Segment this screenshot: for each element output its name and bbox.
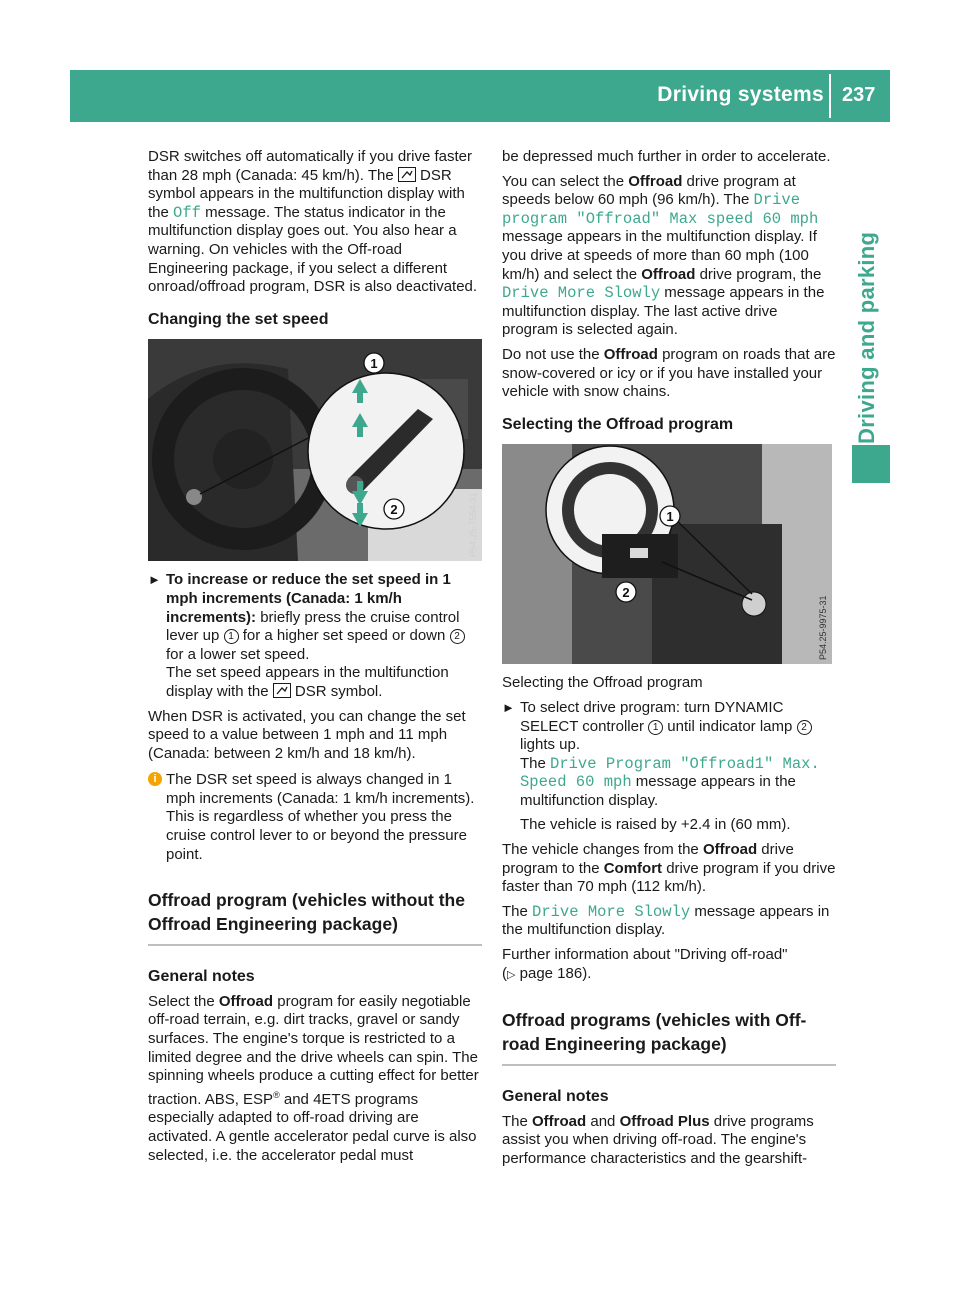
heading-changing-set-speed: Changing the set speed (148, 310, 329, 328)
fig1-code: P54.25-7554-31 (468, 492, 478, 558)
text: Further information about "Driving off-road" (502, 946, 788, 964)
dynamic-select-photo (502, 444, 832, 664)
section-heading-offroad: Offroad program (vehicles without the Offroad Engineering package) (148, 888, 482, 946)
side-tab-title: Driving and parking (854, 231, 879, 444)
text: and 4ETS programs especially adapted to off-road driving are activated. A gentle accelerator pedal curve is also selected, i.e. the accelerator pedal must (148, 1090, 477, 1164)
offroad-bold: Offroad (532, 1112, 587, 1130)
raised-text: The vehicle is raised by +2.4 in (60 mm). (520, 816, 791, 834)
general-notes-paragraph (502, 1113, 836, 1169)
text: The (502, 1112, 533, 1130)
text: DSR switches off automatically if you drive faster than 28 mph (Canada: 45 km/h). The (148, 148, 473, 184)
text: for a lower set speed. (166, 645, 310, 663)
text: and (586, 1112, 620, 1130)
header-separator (829, 74, 831, 118)
text: The set speed appears in the multifunction display with the (166, 664, 449, 700)
callout-2-icon: 2 (450, 629, 465, 644)
text: Select the (148, 992, 219, 1010)
dsr-symbol-icon (273, 683, 291, 698)
text: The (520, 754, 551, 772)
note-text: The DSR set speed is always changed in 1 mph increments (Canada: 1 km/h increments). This is regardless of whether you press the cruise control lever to or beyond the pressure point. (166, 771, 475, 863)
figure-cruise-lever (148, 339, 482, 561)
text: DSR symbol appears in the multifunction display with the (148, 166, 465, 221)
further-info-paragraph (502, 946, 836, 984)
display-message: Drive program "Offroad" Max speed 60 mph (502, 191, 819, 228)
dsr-paragraph (148, 148, 482, 297)
text: The vehicle changes from the (502, 841, 703, 859)
text: Do not use the (502, 345, 604, 363)
text: lights up. (520, 736, 581, 754)
fig1-callout-1: 1 (370, 356, 378, 372)
cruise-lever-photo (148, 339, 482, 561)
info-icon: i (148, 772, 162, 786)
page-ref-arrow-icon: ▷ (507, 968, 516, 981)
side-tab-marker (852, 445, 890, 483)
text: The (502, 902, 533, 920)
text: until indicator lamp (663, 717, 797, 735)
offroad-bold: Offroad (218, 992, 274, 1010)
text: briefly press the cruise control lever up (166, 608, 460, 645)
fig2-callout-1: 1 (666, 509, 674, 525)
info-note (148, 771, 482, 864)
text: for a higher set speed or down (238, 627, 450, 645)
fig1-callout-2: 2 (390, 502, 398, 518)
drive-slowly-paragraph (502, 903, 836, 940)
bullet-bold: To increase or reduce the set speed in 1 mph increments (Canada: 1 km/h increments): (166, 571, 451, 626)
offroad-bold: Offroad (603, 345, 658, 363)
text: message appears in the multifunction display. (520, 773, 796, 809)
text: drive program, the (695, 265, 822, 283)
text: ( (502, 964, 507, 982)
section-heading-offroad-engineering: Offroad programs (vehicles with Off-road Engineering package) (502, 1008, 836, 1066)
display-message: Drive Program "Offroad1" Max. Speed 60 mph (520, 754, 820, 792)
text: You can select the (502, 172, 629, 190)
page-reference-link[interactable]: page 186). (515, 964, 592, 982)
bullet-arrow-icon: ► (502, 699, 515, 715)
offroad-plus-bold: Offroad Plus (619, 1112, 710, 1130)
text: message appears in the multifunction display. (502, 902, 830, 939)
off-message: Off (173, 203, 201, 222)
page-section-title: Driving systems (657, 83, 824, 106)
offroad-bold: Offroad (628, 172, 683, 190)
registered-mark: ® (273, 1089, 280, 1100)
dsr-symbol-icon (398, 167, 416, 182)
figure-caption: Selecting the Offroad program (502, 674, 703, 692)
text: drive program to the (502, 841, 794, 877)
figure-dynamic-select (502, 444, 836, 664)
text: message appears in the multifunction display. The last active drive program is selected again. (502, 284, 825, 339)
do-not-use-paragraph (502, 346, 836, 402)
heading-selecting-offroad: Selecting the Offroad program (502, 415, 734, 433)
text: program for easily negotiable off-road terrain, e.g. dirt tracks, gravel or sandy surfaces. The engine's torque is restricted to a limited degree and the drive wheels can spin. The spinning wheels produce a cutting effect for better traction. ABS, ESP (148, 992, 479, 1108)
callout-1-icon: 1 (224, 629, 239, 644)
changes-paragraph (502, 841, 836, 897)
fig2-code: P54.25-9975-31 (818, 595, 828, 661)
heading-general-notes: General notes (148, 968, 255, 986)
text: program on roads that are snow-covered or icy or if you have installed your vehicle with snow chains. (502, 345, 836, 401)
text: message. The status indicator in the multifunction display goes out. You also hear a warning. On vehicles with the Off-road Engineering package, if you select a different onroad/offroad program, DSR is also deactivated. (148, 203, 478, 296)
fig2-callout-2: 2 (622, 585, 630, 601)
text: drive program at speeds below 60 mph (96 km/h). The (502, 172, 796, 209)
text: message appears in the multifunction display. If you drive at speeds of more than 60 mph (100 km/h) and select the (502, 228, 817, 283)
text: drive programs assist you when driving off-road. The engine's performance characteristics and the gearshift- (502, 1112, 814, 1167)
display-message: Drive More Slowly (502, 284, 661, 303)
heading-general-notes: General notes (502, 1088, 609, 1106)
page-number: 237 (842, 84, 876, 106)
when-dsr-paragraph: When DSR is activated, you can change the set speed to a value between 1 mph and 11 mph (Canada: between 2 km/h and 18 km/h). (148, 707, 466, 762)
callout-1-icon: 1 (648, 720, 663, 735)
bullet-arrow-icon: ► (148, 572, 161, 588)
text: To select drive program: turn DYNAMIC SELECT controller (520, 698, 784, 735)
bullet-set-speed (148, 571, 482, 701)
offroad-bold: Offroad (641, 265, 696, 283)
comfort-bold: Comfort (603, 859, 663, 877)
right-column (502, 148, 836, 1175)
general-notes-paragraph (148, 993, 482, 1165)
select-offroad-paragraph (502, 173, 836, 340)
continued-paragraph: be depressed much further in order to accelerate. (502, 148, 831, 165)
display-message: Drive More Slowly (532, 902, 691, 921)
text: DSR symbol. (290, 682, 383, 700)
callout-2-icon: 2 (797, 720, 812, 735)
offroad-bold: Offroad (702, 841, 758, 859)
text: drive program if you drive faster than 70 mph (112 km/h). (502, 859, 836, 896)
left-column (148, 148, 482, 1171)
bullet-select-program (502, 699, 836, 835)
